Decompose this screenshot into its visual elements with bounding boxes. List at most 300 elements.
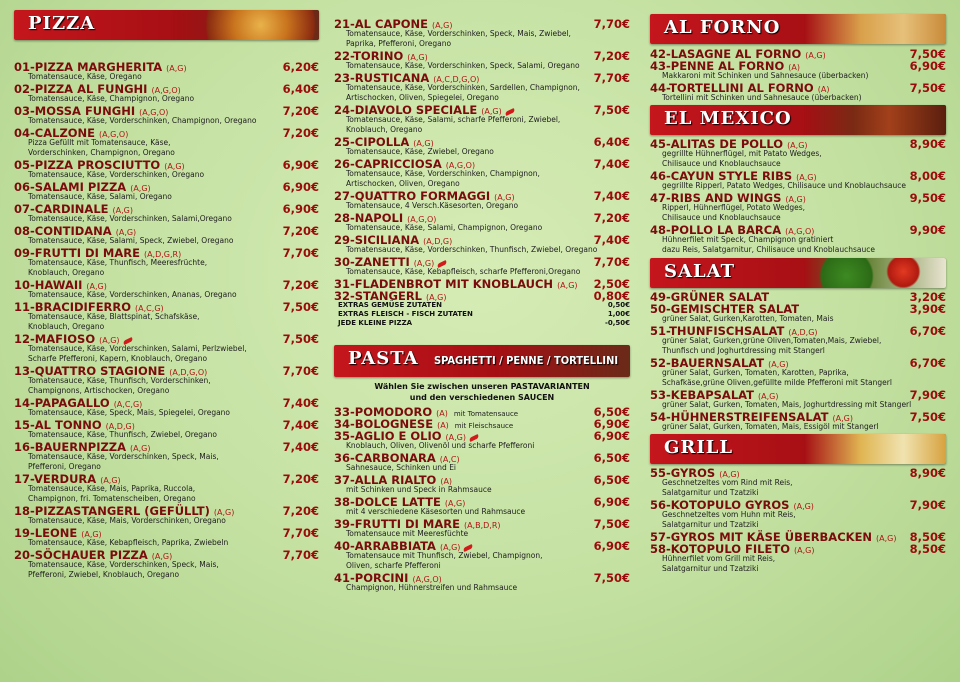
item-price: 6,90€ <box>593 417 630 431</box>
menu-item-header <box>334 495 630 507</box>
menu-item-header <box>14 60 319 72</box>
allergen-codes: (A,G) <box>413 259 435 268</box>
item-description: Tomatensauce, Käse, Vorderschinken, Salami,Oregano <box>28 214 232 223</box>
allergen-codes: (A,G) <box>166 64 187 73</box>
grill-list <box>650 466 946 574</box>
allergen-codes: (A,C) <box>439 455 460 464</box>
item-name: 51-THUNFISCHSALAT <box>650 324 785 338</box>
menu-item <box>334 233 630 255</box>
menu-item-header <box>334 135 630 147</box>
item-name: 25-CIPOLLA <box>334 135 410 149</box>
allergen-codes: (A,G) <box>768 360 789 369</box>
menu-item <box>334 189 630 211</box>
item-name: 57-GYROS MIT KÄSE ÜBERBACKEN <box>650 530 873 544</box>
allergen-codes: (A,G,O) <box>412 575 442 584</box>
menu-item-header <box>14 332 319 344</box>
grill-title: GRILL <box>664 437 734 458</box>
menu-item <box>650 223 946 255</box>
item-name: 43-PENNE AL FORNO <box>650 59 785 73</box>
menu-item <box>334 473 630 495</box>
item-name: 18-PIZZASTANGERL (GEFÜLLT) <box>14 504 210 518</box>
allergen-codes: (A,G) <box>793 546 815 555</box>
allergen-codes: (A,G) <box>426 293 447 302</box>
menu-item <box>650 59 946 81</box>
menu-item-header <box>334 277 630 289</box>
allergen-codes: (A) <box>436 409 448 418</box>
item-description: Ripperl, Hühnerflügel, Potato Wedges, <box>662 203 805 212</box>
item-description: Geschnetzeltes vom Rind mit Reis, <box>662 478 793 487</box>
item-note: mit Fleischsauce <box>454 422 514 430</box>
item-price: 7,90€ <box>909 498 946 512</box>
item-name: 24-DIAVOLO SPECIALE <box>334 103 478 117</box>
menu-item <box>14 158 319 180</box>
menu-item-header <box>334 211 630 223</box>
allergen-codes: (A,G) <box>112 206 133 215</box>
item-name: 08-CONTIDANA <box>14 224 112 238</box>
menu-item-header <box>14 300 319 312</box>
menu-item-header <box>650 530 946 542</box>
menu-item <box>334 451 630 473</box>
item-description: Champignon, fri. Tomatenscheiben, Oregano <box>28 494 196 503</box>
menu-item-header <box>14 224 319 236</box>
allergen-codes: (A,G,O) <box>99 130 129 139</box>
allergen-codes: (A,G,O) <box>785 227 815 236</box>
item-name: 20-SÖCHAUER PIZZA <box>14 548 148 562</box>
menu-item-header <box>334 571 630 583</box>
item-price: 8,90€ <box>909 137 946 151</box>
column-middle <box>334 0 630 682</box>
item-name: 35-AGLIO E OLIO <box>334 429 442 443</box>
item-description: Tomatensauce, Käse, Salami, scharfe Pfefferoni, Zwiebel, <box>346 115 561 124</box>
menu-item <box>650 498 946 530</box>
item-price: 7,70€ <box>282 526 319 540</box>
allergen-codes: (A,G) <box>407 53 428 62</box>
allergen-codes: (A,B,D,R) <box>463 521 501 530</box>
item-price: 7,50€ <box>909 47 946 61</box>
menu-item-header <box>14 278 319 290</box>
menu-item-header <box>14 104 319 116</box>
menu-item-header <box>14 418 319 430</box>
menu-item-header <box>650 542 946 554</box>
allergen-codes: (A,G) <box>719 470 740 479</box>
grill-banner <box>650 434 946 464</box>
extra-price: 1,00€ <box>607 310 630 318</box>
allergen-codes: (A,G) <box>130 184 151 193</box>
menu-item-header <box>650 137 946 149</box>
salat-title: SALAT <box>664 261 735 282</box>
menu-item <box>334 255 630 277</box>
menu-item-header <box>14 440 319 452</box>
pizza-title: PIZZA <box>28 13 96 34</box>
item-price: 7,20€ <box>282 224 319 238</box>
item-description: Tomatensauce, Käse, Kebapfleisch, Paprika, Zwiebeln <box>28 538 229 547</box>
item-description: Thunfisch und Joghurtdressing mit Stangerl <box>662 346 825 355</box>
menu-item <box>14 60 319 82</box>
item-price: 7,50€ <box>593 517 630 531</box>
menu-item <box>650 169 946 191</box>
item-name: 34-BOLOGNESE <box>334 417 434 431</box>
menu-item-header <box>650 191 946 203</box>
menu-item-header <box>650 356 946 368</box>
menu-item-header <box>334 429 630 441</box>
item-name: 48-POLLO LA BARCA <box>650 223 782 237</box>
menu-item <box>14 526 319 548</box>
item-price: 7,20€ <box>282 104 319 118</box>
item-name: 05-PIZZA PROSCIUTTO <box>14 158 161 172</box>
allergen-codes: (A,G,O) <box>151 86 181 95</box>
item-description: Tomatensauce, Käse, Kebapfleisch, scharfe Pfefferoni,Oregano <box>346 267 581 276</box>
menu-item-header <box>650 498 946 510</box>
mexico-banner <box>650 105 946 135</box>
item-price: 6,90€ <box>282 158 319 172</box>
item-name: 23-RUSTICANA <box>334 71 430 85</box>
menu-item <box>650 466 946 498</box>
menu-item <box>14 364 319 396</box>
pasta-list <box>334 405 630 593</box>
allergen-codes: (A,G) <box>444 499 466 508</box>
item-price: 6,70€ <box>909 324 946 338</box>
item-name: 06-SALAMI PIZZA <box>14 180 127 194</box>
allergen-codes: (A,G) <box>494 193 515 202</box>
menu-item-header <box>334 417 630 429</box>
menu-item-header <box>14 158 319 170</box>
item-name: 40-ARRABBIATA <box>334 539 436 553</box>
item-description: Tomatensauce, Käse, Speck, Mais, Spiegelei, Oregano <box>28 408 231 417</box>
item-name: 58-KOTOPULO FILETO <box>650 542 790 556</box>
item-price: 7,20€ <box>593 211 630 225</box>
menu-item <box>334 17 630 49</box>
item-price: 6,50€ <box>593 451 630 465</box>
menu-item-header <box>14 126 319 138</box>
allergen-codes: (A,G) <box>557 281 578 290</box>
item-price: 7,20€ <box>282 126 319 140</box>
extra-label: JEDE KLEINE PIZZA <box>338 319 413 327</box>
menu-item <box>334 135 630 157</box>
menu-item-header <box>334 539 630 551</box>
item-name: 29-SICILIANA <box>334 233 420 247</box>
menu-item <box>650 191 946 223</box>
item-price: 6,40€ <box>282 82 319 96</box>
menu-item <box>334 417 630 429</box>
menu-item-header <box>14 548 319 560</box>
item-description: Tomatensauce, Käse, Vorderschinken, Speck, Mais, <box>28 560 219 569</box>
menu-item-header <box>650 59 946 71</box>
item-price: 7,50€ <box>282 332 319 346</box>
pizza-list <box>14 60 319 580</box>
menu-item-header <box>334 17 630 29</box>
item-price: 7,70€ <box>593 71 630 85</box>
extras-list <box>334 301 630 328</box>
allergen-codes: (A,G) <box>151 552 173 561</box>
item-description: Salatgarnitur und Tzatziki <box>662 520 759 529</box>
item-description: Chilisauce und Knoblauchsauce <box>662 159 781 168</box>
allergen-codes: (A,G) <box>876 534 897 543</box>
extra-label: EXTRAS FLEISCH - FISCH ZUTATEN <box>338 310 473 318</box>
menu-item <box>334 429 630 451</box>
allergen-codes: (A,G) <box>481 107 502 116</box>
item-price: 7,40€ <box>282 440 319 454</box>
item-description: Chilisauce und Knoblauchsauce <box>662 213 781 222</box>
menu-item <box>650 47 946 59</box>
menu-item-header <box>650 81 946 93</box>
menu-item <box>14 82 319 104</box>
menu-item-header <box>14 82 319 94</box>
menu-item <box>334 49 630 71</box>
menu-item-header <box>334 405 630 417</box>
menu-item-header <box>650 290 946 302</box>
allergen-codes: (A) <box>437 421 449 430</box>
item-description: Tomatensauce, Käse, Oregano <box>28 72 142 81</box>
item-description: Tomatensauce, Käse, Salami, Oregano <box>28 192 172 201</box>
item-name: 33-POMODORO <box>334 405 433 419</box>
allergen-codes: (A,G,O) <box>445 161 476 170</box>
item-price: 6,90€ <box>282 202 319 216</box>
item-name: 52-BAUERNSALAT <box>650 356 765 370</box>
allergen-codes: (A,G) <box>86 282 107 291</box>
item-description: dazu Reis, Salatgarnitur, Chilisauce und Knoblauchsauce <box>662 245 875 254</box>
grill-photo <box>804 434 946 464</box>
item-price: 6,20€ <box>282 60 319 74</box>
menu-item <box>14 224 319 246</box>
column-left <box>14 0 319 682</box>
item-description: Tomatensauce, Käse, Thunfisch, Vorderschinken, <box>28 376 211 385</box>
item-description: Pfefferoni, Zwiebel, Knoblauch, Oregano <box>28 570 180 579</box>
item-price: 7,90€ <box>909 388 946 402</box>
item-description: Salatgarnitur und Tzatziki <box>662 564 759 573</box>
allergen-codes: (A,G) <box>793 502 814 511</box>
item-name: 49-GRÜNER SALAT <box>650 290 770 304</box>
item-description: Sahnesauce, Schinken und Ei <box>346 463 457 472</box>
menu-item <box>334 517 630 539</box>
item-description: mit 4 verschiedene Käsesorten und Rahmsauce <box>346 507 526 516</box>
item-description: Knoblauch, Oregano <box>28 268 105 277</box>
menu-item <box>14 472 319 504</box>
mexico-title: EL MEXICO <box>664 108 792 129</box>
menu-item-header <box>650 223 946 235</box>
item-name: 07-CARDINALE <box>14 202 109 216</box>
item-description: Tomatensauce, Käse, Vorderschinken, Champignon, Oregano <box>28 116 257 125</box>
item-description: Hühnerfilet mit Speck, Champignon gratiniert <box>662 235 834 244</box>
menu-item <box>14 332 319 364</box>
extra-label: EXTRAS GEMÜSE ZUTATEN <box>338 301 442 309</box>
item-price: 7,40€ <box>282 418 319 432</box>
item-description: Tomatensauce, Käse, Thunfisch, Zwiebel, Oregano <box>28 430 217 439</box>
item-description: Tomatensauce, Käse, Vorderschinken, Champignon, <box>346 169 540 178</box>
item-description: Tomatensauce, Käse, Mais, Vorderschinken, Oregano <box>28 516 226 525</box>
item-name: 16-BAUERNPIZZA <box>14 440 127 454</box>
item-price: 7,40€ <box>593 157 630 171</box>
mexico-list <box>650 137 946 255</box>
item-description: Schafkäse,grüne Oliven,gefüllte milde Pfefferoni mit Stangerl <box>662 378 892 387</box>
item-description: Pfefferoni, Oregano <box>28 462 101 471</box>
salat-photo <box>804 258 946 288</box>
item-price: 9,90€ <box>909 223 946 237</box>
item-description: mit Schinken und Speck in Rahmsauce <box>346 485 492 494</box>
item-name: 39-FRUTTI DI MARE <box>334 517 460 531</box>
item-description: Tomatensauce mit Meeresfüchte <box>346 529 469 538</box>
menu-item <box>650 81 946 103</box>
item-name: 01-PIZZA MARGHERITA <box>14 60 163 74</box>
allergen-codes: (A,G) <box>213 508 235 517</box>
item-name: 27-QUATTRO FORMAGGI <box>334 189 491 203</box>
allergen-codes: (A,G) <box>99 336 120 345</box>
menu-item <box>14 126 319 158</box>
allergen-codes: (A) <box>440 477 453 486</box>
item-description: Scharfe Pfefferoni, Kapern, Knoblauch, Oregano <box>28 354 208 363</box>
item-name: 15-AL TONNO <box>14 418 102 432</box>
menu-item-header <box>650 302 946 314</box>
item-description: Tomatensauce, Käse, Vorderschinken, Speck, Mais, <box>28 452 219 461</box>
menu-item-header <box>334 473 630 485</box>
menu-item <box>650 356 946 388</box>
allergen-codes: (A,D,G) <box>105 422 135 431</box>
item-name: 46-CAYUN STYLE RIBS <box>650 169 793 183</box>
menu-item-header <box>14 246 319 258</box>
item-price: 8,00€ <box>909 169 946 183</box>
item-price: 0,80€ <box>593 289 630 303</box>
menu-item-header <box>14 180 319 192</box>
item-name: 02-PIZZA AL FUNGHI <box>14 82 148 96</box>
item-price: 8,50€ <box>909 530 946 544</box>
item-price: 9,50€ <box>909 191 946 205</box>
item-description: Pizza Gefüllt mit Tomatensauce, Käse, <box>28 138 171 147</box>
pizza-photo <box>173 10 319 40</box>
forno-photo <box>804 14 946 44</box>
menu-item <box>334 277 630 289</box>
item-name: 12-MAFIOSO <box>14 332 96 346</box>
item-name: 14-PAPAGALLO <box>14 396 110 410</box>
menu-item-header <box>14 526 319 538</box>
item-description: Champignon, Hühnerstreifen und Rahmsauce <box>346 583 518 592</box>
item-description: Tomatensauce, Käse, Vorderschinken, Salami, Perlzwiebel, <box>28 344 247 353</box>
item-name: 09-FRUTTI DI MARE <box>14 246 140 260</box>
item-name: 19-LEONE <box>14 526 78 540</box>
item-name: 28-NAPOLI <box>334 211 404 225</box>
menu-item-header <box>14 364 319 376</box>
item-name: 04-CALZONE <box>14 126 96 140</box>
item-description: Paprika, Pfefferoni, Oregano <box>346 39 452 48</box>
extra-line <box>334 310 630 319</box>
item-price: 6,70€ <box>909 356 946 370</box>
allergen-codes: (A,G) <box>439 543 461 552</box>
item-price: 7,50€ <box>282 300 319 314</box>
salat-list <box>650 290 946 432</box>
item-price: 7,40€ <box>593 233 630 247</box>
salat-banner <box>650 258 946 288</box>
item-name: 32-STANGERL <box>334 289 423 303</box>
menu-item-header <box>334 71 630 83</box>
item-price: 7,40€ <box>282 396 319 410</box>
allergen-codes: (A,G) <box>445 433 466 442</box>
menu-item <box>14 548 319 580</box>
menu-item <box>650 542 946 574</box>
item-price: 6,40€ <box>593 135 630 149</box>
item-price: 7,20€ <box>282 472 319 486</box>
item-description: Oliven, scharfe Pfefferoni <box>346 561 441 570</box>
item-description: Geschnetzeltes vom Huhn mit Reis, <box>662 510 796 519</box>
allergen-codes: (A,C,D,G,O) <box>433 75 480 84</box>
item-price: 7,20€ <box>593 49 630 63</box>
item-description: Champignons, Artischocken, Oregano <box>28 386 170 395</box>
allergen-codes: (A,G) <box>832 414 853 423</box>
pasta-title: PASTA <box>348 348 419 369</box>
menu-item <box>14 104 319 126</box>
menu-item <box>14 180 319 202</box>
item-description: grüner Salat, Gurken, Tomaten, Mais, Essigöl mit Stangerl <box>662 422 879 431</box>
allergen-codes: (A,G) <box>796 173 817 182</box>
extra-line <box>334 319 630 328</box>
allergen-codes: (A,C,G) <box>113 400 143 409</box>
menu-item-header <box>14 396 319 408</box>
menu-item-header <box>650 324 946 336</box>
allergen-codes: (A) <box>817 85 830 94</box>
item-description: Makkaroni mit Schinken und Sahnesauce (überbacken) <box>662 71 869 80</box>
allergen-codes: (A,D,G,R) <box>143 250 182 259</box>
item-price: 6,90€ <box>282 180 319 194</box>
item-name: 37-ALLA RIALTO <box>334 473 437 487</box>
item-name: 31-FLADENBROT MIT KNOBLAUCH <box>334 277 554 291</box>
menu-item-header <box>14 504 319 516</box>
item-price: 8,90€ <box>909 466 946 480</box>
item-name: 44-TORTELLINI AL FORNO <box>650 81 814 95</box>
extra-price: -0,50€ <box>604 319 630 327</box>
allergen-codes: (A) <box>788 63 801 72</box>
allergen-codes: (A,C,G) <box>135 304 164 313</box>
item-name: 53-KEBAPSALAT <box>650 388 754 402</box>
allergen-codes: (A,G) <box>758 392 779 401</box>
menu-item-header <box>334 189 630 201</box>
item-description: Tomatensauce, Käse, Salami, Champignon, Oregano <box>346 223 543 232</box>
allergen-codes: (A,D,G,O) <box>169 368 208 377</box>
menu-item <box>650 290 946 302</box>
menu-item <box>334 157 630 189</box>
menu-item-header <box>650 410 946 422</box>
allergen-codes: (A,G) <box>432 21 453 30</box>
item-description: Tomatensauce, Käse, Vorderschinken, Speck, Mais, Zwiebel, <box>346 29 571 38</box>
menu-item-header <box>14 202 319 214</box>
item-name: 13-QUATTRO STAGIONE <box>14 364 166 378</box>
item-description: Tomatensauce, Käse, Zwiebel, Oregano <box>346 147 494 156</box>
menu-item-header <box>334 451 630 463</box>
menu-item <box>14 300 319 332</box>
item-name: 56-KOTOPULO GYROS <box>650 498 790 512</box>
menu-item <box>334 405 630 417</box>
menu-item-header <box>650 388 946 400</box>
pizza-list-continued <box>334 17 630 301</box>
menu-item-header <box>334 233 630 245</box>
pizza-banner <box>14 10 319 40</box>
item-name: 55-GYROS <box>650 466 716 480</box>
allergen-codes: (A,G) <box>164 162 185 171</box>
item-price: 7,70€ <box>282 246 319 260</box>
allergen-codes: (A,G) <box>130 444 151 453</box>
allergen-codes: (A,G) <box>785 195 806 204</box>
item-price: 8,50€ <box>909 542 946 556</box>
menu-item <box>650 137 946 169</box>
item-price: 7,20€ <box>282 278 319 292</box>
item-price: 6,50€ <box>593 473 630 487</box>
item-name: 22-TORINO <box>334 49 404 63</box>
item-price: 3,20€ <box>909 290 946 304</box>
pasta-subtitle: SPAGHETTI / PENNE / TORTELLINI <box>434 354 619 367</box>
menu-item <box>650 324 946 356</box>
allergen-codes: (A,G) <box>81 530 102 539</box>
item-description: Tomatensauce, 4 Versch.Käsesorten, Oregano <box>346 201 519 210</box>
item-price: 7,20€ <box>282 504 319 518</box>
item-description: Tomatensauce, Käse, Vorderschinken, Speck, Salami, Oregano <box>346 61 580 70</box>
menu-item <box>334 495 630 517</box>
menu-item <box>334 289 630 301</box>
